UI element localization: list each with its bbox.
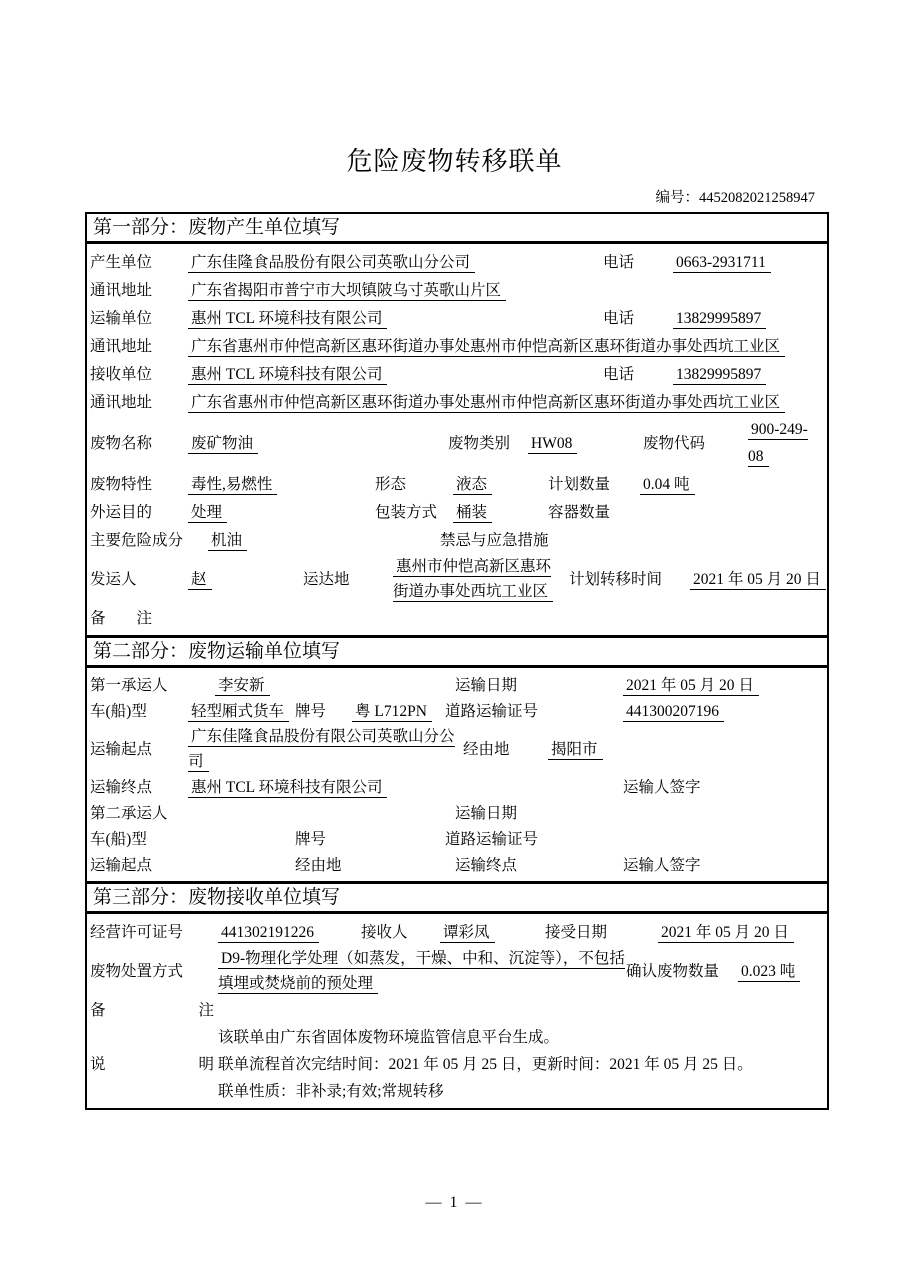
serial-label: 编号： (655, 190, 699, 206)
emergency-label: 禁忌与应急措施 (440, 531, 549, 549)
section-1-remark-label: 备 注 (90, 609, 153, 627)
waste-category-value: HW08 (528, 435, 577, 454)
terminus1-value: 惠州 TCL 环境科技有限公司 (188, 779, 387, 798)
producer-phone-value: 0663-2931711 (673, 254, 771, 273)
receiver-value: 惠州 TCL 环境科技有限公司 (188, 366, 387, 385)
note-line-3: 联单性质：非补录;有效;常规转移 (218, 1083, 444, 1100)
license-label: 经营许可证号 (90, 923, 184, 941)
road-permit1-value: 441300207196 (623, 703, 724, 722)
producer-row (87, 248, 827, 276)
transporter-phone-value: 13829995897 (673, 310, 766, 329)
receive-date-value: 2021 年 05 月 20 日 (658, 924, 794, 943)
transporter-address-value: 广东省惠州市仲恺高新区惠环街道办事处惠州市仲恺高新区惠环街道办事处西坑工业区 (188, 338, 785, 357)
container-qty-label: 容器数量 (548, 503, 611, 521)
receiver-label: 接收单位 (90, 365, 153, 383)
terminus1-row (87, 774, 827, 800)
packing-value: 桶装 (453, 504, 492, 523)
producer-address-label: 通讯地址 (90, 281, 153, 299)
carrier1-sign-label: 运输人签字 (623, 778, 701, 796)
waste-code-label: 废物代码 (643, 434, 706, 452)
license-value: 441302191226 (218, 924, 319, 943)
purpose-row (87, 498, 827, 526)
receiver-phone-value: 13829995897 (673, 366, 766, 385)
section-3-header: 第三部分：废物接收单位填写 (85, 882, 829, 913)
hazard-value: 机油 (208, 532, 247, 551)
receive-date-label: 接受日期 (545, 923, 608, 941)
vehicle2-label: 车(船)型 (90, 830, 147, 848)
origin1-row (87, 724, 827, 774)
page-title: 危险废物转移联单 (346, 147, 563, 176)
transfer-time-label: 计划转移时间 (569, 570, 663, 588)
receiver-row (87, 360, 827, 388)
notes-label: 说 明 (90, 1056, 215, 1073)
vehicle1-value: 轻型厢式货车 (188, 703, 289, 722)
waste-name-label: 废物名称 (90, 434, 153, 452)
confirm-qty-value: 0.023 吨 (738, 963, 800, 982)
road-permit1-label: 道路运输证号 (445, 702, 539, 720)
waste-name-value: 废矿物油 (188, 435, 258, 454)
producer-phone-label: 电话 (603, 253, 635, 271)
disposal-label: 废物处置方式 (90, 962, 184, 980)
carrier1-row (87, 672, 827, 698)
origin2-label: 运输起点 (90, 856, 153, 874)
producer-label: 产生单位 (90, 253, 153, 271)
waste-name-row (87, 416, 827, 470)
carrier2-route-row (87, 852, 827, 878)
road-permit2-label: 道路运输证号 (445, 830, 539, 848)
carrier1-label: 第一承运人 (90, 676, 168, 694)
planned-qty-label: 计划数量 (548, 475, 611, 493)
disposal-value: D9-物理化学处理（如蒸发，干燥、中和、沉淀等），不包括填埋或焚烧前的预处理 (218, 950, 625, 992)
carrier2-label: 第二承运人 (90, 804, 168, 822)
waste-category-label: 废物类别 (448, 434, 511, 452)
terminus1-label: 运输终点 (90, 778, 153, 796)
waste-character-label: 废物特性 (90, 475, 153, 493)
transport-date1-value: 2021 年 05 月 20 日 (623, 677, 759, 696)
section-3-body (85, 912, 829, 1110)
transporter-address-row (87, 332, 827, 360)
transporter-phone-label: 电话 (603, 309, 635, 327)
transporter-row (87, 304, 827, 332)
terminus2-label: 运输终点 (455, 856, 518, 874)
receiver-address-value: 广东省惠州市仲恺高新区惠环街道办事处惠州市仲恺高新区惠环街道办事处西坑工业区 (188, 394, 785, 413)
receiver-address-label: 通讯地址 (90, 393, 153, 411)
producer-address-value: 广东省揭阳市普宁市大坝镇陂乌寸英歌山片区 (188, 282, 506, 301)
consignor-label: 发运人 (90, 570, 137, 588)
plate1-value: 粤 L712PN (352, 703, 432, 722)
plate2-label: 牌号 (295, 830, 327, 848)
via1-label: 经由地 (463, 740, 510, 758)
receiver-address-row (87, 388, 827, 416)
serial-value: 4452082021258947 (699, 190, 815, 206)
purpose-label: 外运目的 (90, 503, 153, 521)
origin1-value: 广东佳隆食品股份有限公司英歌山分公司 (188, 728, 455, 770)
disposal-row (87, 946, 827, 996)
note-line-2: 联单流程首次完结时间：2021 年 05 月 25 日，更新时间：2021 年 05 月 25 日。 (218, 1056, 753, 1073)
carrier2-row (87, 800, 827, 826)
manifest-form (85, 212, 829, 1110)
recipient-value: 谭彩凤 (440, 924, 495, 943)
transfer-time-value: 2021 年 05 月 20 日 (690, 571, 826, 590)
vehicle1-row (87, 698, 827, 724)
section-2-header: 第二部分：废物运输单位填写 (85, 636, 829, 667)
physical-form-label: 形态 (375, 475, 407, 493)
origin1-label: 运输起点 (90, 740, 153, 758)
section-1-remark-row (87, 604, 827, 632)
section-1-body (85, 242, 829, 637)
vehicle2-row (87, 826, 827, 852)
transporter-value: 惠州 TCL 环境科技有限公司 (188, 310, 387, 329)
packing-label: 包装方式 (375, 503, 438, 521)
waste-character-value: 毒性,易燃性 (188, 476, 277, 495)
purpose-value: 处理 (188, 504, 227, 523)
planned-qty-value: 0.04 吨 (640, 476, 695, 495)
producer-value: 广东佳隆食品股份有限公司英歌山分公司 (188, 254, 475, 273)
destination-label: 运达地 (303, 570, 350, 588)
physical-form-value: 液态 (453, 476, 492, 495)
page-number: — 1 — (425, 1194, 484, 1211)
transporter-address-label: 通讯地址 (90, 337, 153, 355)
transporter-label: 运输单位 (90, 309, 153, 327)
hazard-row (87, 526, 827, 554)
carrier2-sign-label: 运输人签字 (623, 856, 701, 874)
hazard-label: 主要危险成分 (90, 531, 184, 549)
notes-row (87, 1024, 827, 1105)
vehicle1-label: 车(船)型 (90, 702, 147, 720)
section-1-header: 第一部分：废物产生单位填写 (85, 212, 829, 243)
via2-label: 经由地 (295, 856, 342, 874)
transport-date1-label: 运输日期 (455, 676, 518, 694)
waste-code-value: 900-249-08 (748, 421, 808, 465)
license-row (87, 918, 827, 946)
destination-value: 惠州市仲恺高新区惠环街道办事处西坑工业区 (393, 558, 552, 600)
producer-address-row (87, 276, 827, 304)
section-3-remark-row (87, 996, 827, 1024)
note-line-1: 该联单由广东省固体废物环境监管信息平台生成。 (218, 1029, 560, 1046)
serial-number (656, 186, 816, 207)
receiver-phone-label: 电话 (603, 365, 635, 383)
consignor-row (87, 554, 827, 604)
section-3-remark-label: 备 注 (90, 1001, 215, 1019)
carrier1-value: 李安新 (215, 677, 270, 696)
via1-value: 揭阳市 (548, 741, 603, 760)
plate1-label: 牌号 (295, 702, 327, 720)
confirm-qty-label: 确认废物数量 (626, 962, 720, 980)
section-2-body (85, 666, 829, 883)
transport-date2-label: 运输日期 (455, 804, 518, 822)
recipient-label: 接收人 (361, 923, 408, 941)
waste-character-row (87, 470, 827, 498)
consignor-value: 赵 (188, 571, 212, 590)
